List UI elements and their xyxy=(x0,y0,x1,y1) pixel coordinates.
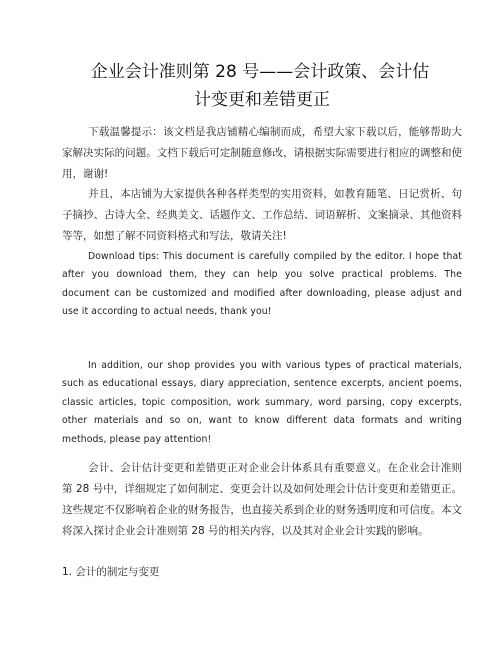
download-tip-en-text: Download tips: This document is carefully compiled by the editor. I hope that after you download them, they can help you solve practical problems. The document can be customized and modified after downloading, please adjust and use it according to actual needs, thank you! xyxy=(62,251,462,318)
document-title xyxy=(40,58,480,114)
intro-paragraph-text: 会计、会计估计变更和差错更正对企业会计体系具有重要意义。在企业会计准则第 28 号中，详细规定了如何制定、变更会计以及如何处理会计估计变更和差错更正。这些规定不仅影响着企业的财务报告，也直接关系到企业的财务透明度和可信度。本文将深入探讨企业会计准则第 28 号的相关内容，以及其对企业会计实践的影响。 xyxy=(62,462,462,537)
shop-intro-cn xyxy=(62,184,462,247)
title-line-1: 企业会计准则第 28 号——会计政策、会计估 xyxy=(90,62,430,82)
intro-paragraph xyxy=(62,458,462,542)
download-tip-cn xyxy=(62,122,462,185)
title-line-2: 计变更和差错更正 xyxy=(194,90,330,110)
shop-intro-en xyxy=(62,357,462,449)
shop-intro-cn-text: 并且，本店铺为大家提供各种各样类型的实用资料，如教育随笔、日记赏析、句子摘抄、古诗大全、经典美文、话题作文、工作总结、词语解析、文案摘录、其他资料等等，如想了解不同资料格式和写法，敬请关注! xyxy=(62,188,462,242)
section-heading: 1. 会计的制定与变更 xyxy=(62,566,160,578)
download-tip-cn-text: 下载温馨提示：该文档是我店铺精心编制而成，希望大家下载以后，能够帮助大家解决实际的问题。文档下载后可定制随意修改，请根据实际需要进行相应的调整和使用，谢谢! xyxy=(62,126,462,180)
download-tip-en xyxy=(62,248,462,322)
shop-intro-en-text: In addition, our shop provides you with various types of practical materials, such as educational essays, diary appreciation, sentence excerpts, ancient poems, classic articles, topic composition, work summary, word parsing, copy excerpts, other materials and so on, want to know different data formats and writing methods, please pay attention! xyxy=(62,360,462,445)
